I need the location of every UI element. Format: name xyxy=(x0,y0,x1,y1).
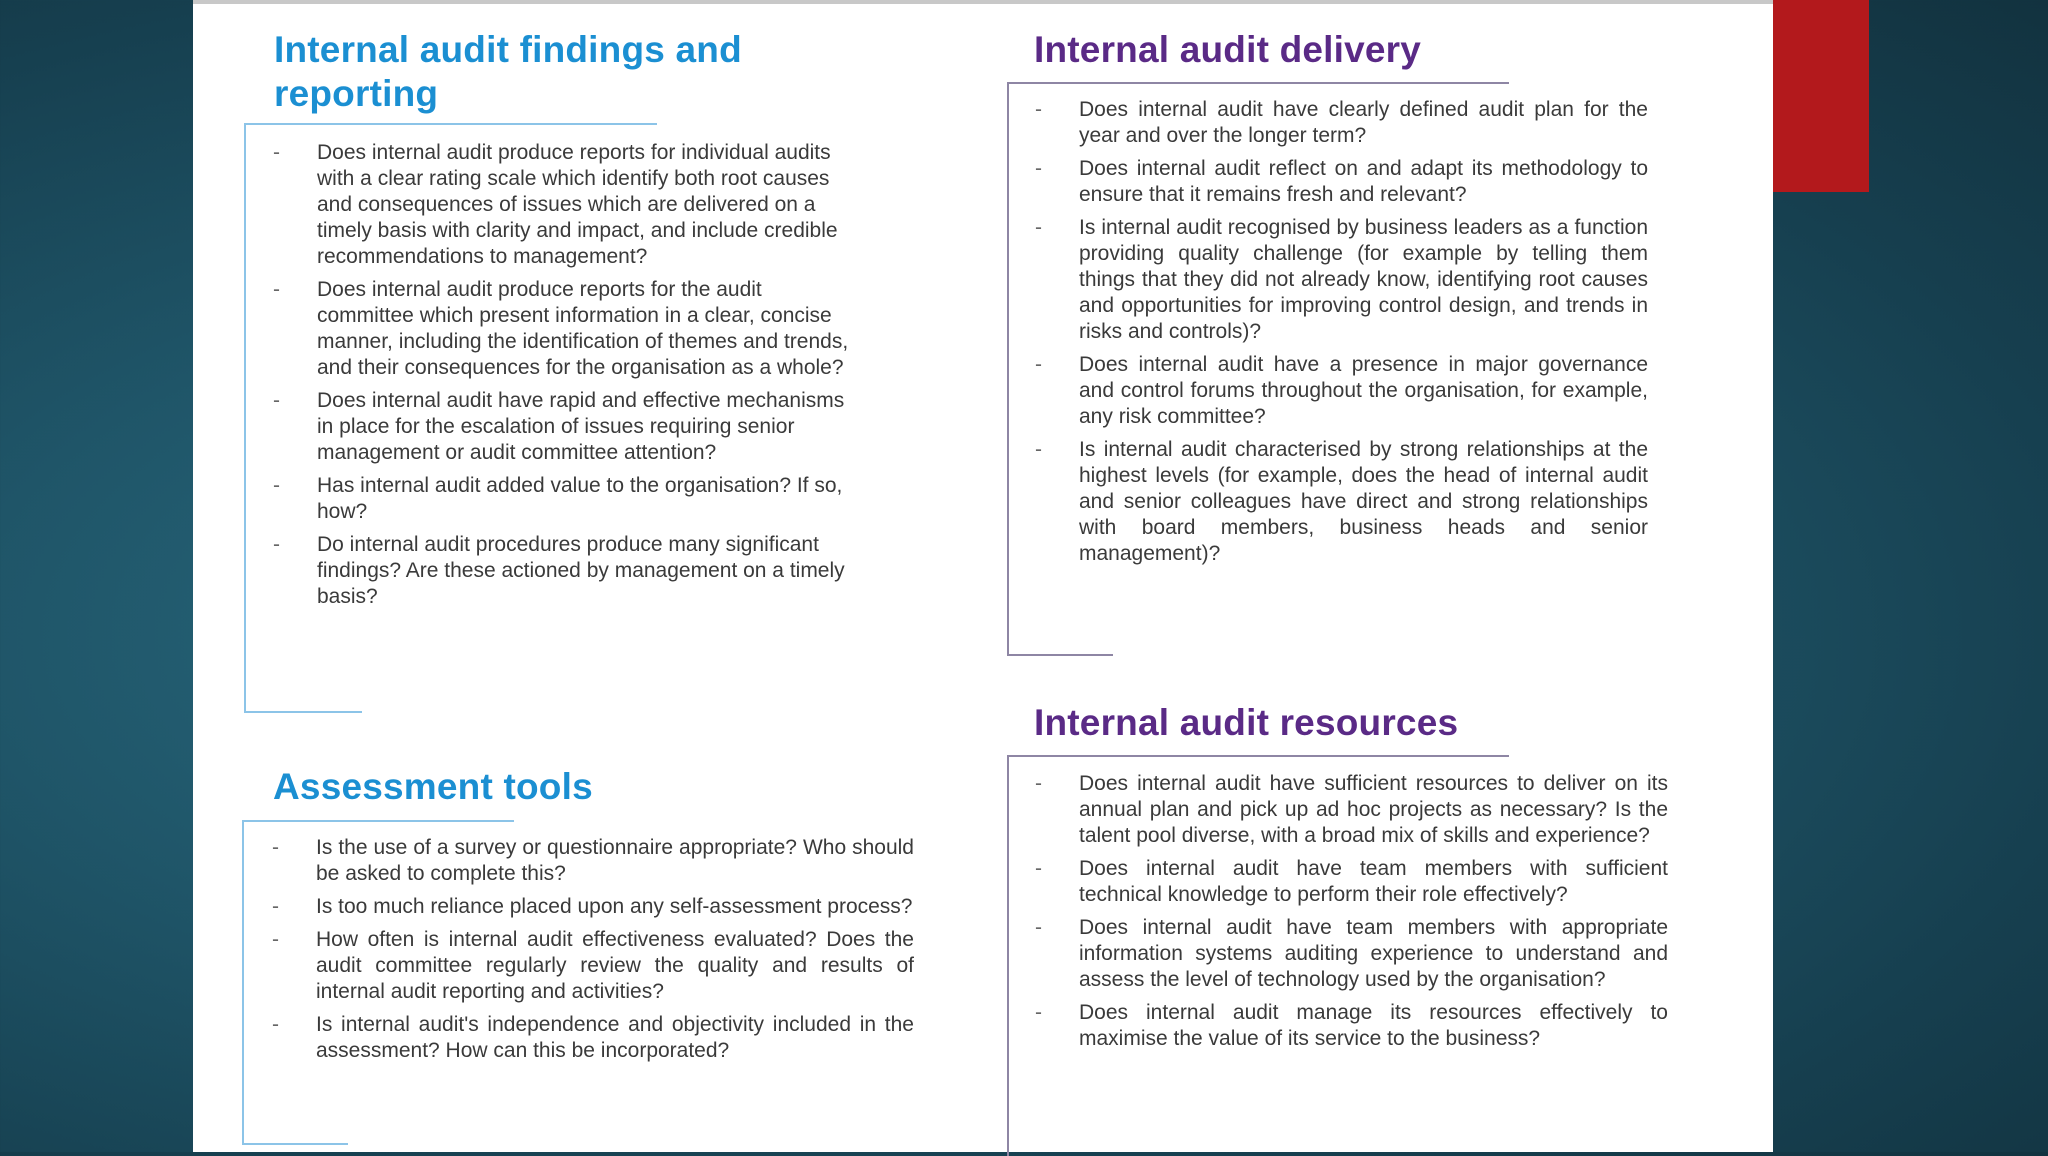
list-item-text: Is too much reliance placed upon any self-assessment process? xyxy=(316,895,913,918)
list-item xyxy=(272,835,914,887)
box-bottom-rule xyxy=(1007,654,1113,656)
list-item-text: Does internal audit reflect on and adapt its methodology to ensure that it remains fresh and relevant? xyxy=(1079,157,1648,206)
list-item xyxy=(272,927,914,1005)
list-item xyxy=(1035,352,1648,430)
section-title-resources: Internal audit resources xyxy=(1034,702,1459,743)
section-delivery xyxy=(1034,28,1654,72)
bullet-dash: - xyxy=(1035,353,1042,376)
list-item-text: Is the use of a survey or questionnaire appropriate? Who should be asked to complete this? xyxy=(316,836,914,885)
list-item xyxy=(273,277,856,381)
list-item xyxy=(1035,1000,1668,1052)
list-item xyxy=(1035,771,1668,849)
bullet-dash: - xyxy=(273,141,280,164)
list-item-text: How often is internal audit effectiveness evaluated? Does the audit committee regularly review the quality and results of internal audit reporting and activities? xyxy=(316,928,914,1003)
box-left-rule xyxy=(242,820,244,1145)
box-left-rule xyxy=(244,123,246,713)
section-title-delivery: Internal audit delivery xyxy=(1034,29,1422,70)
bullet-dash: - xyxy=(1035,772,1042,795)
tools-box xyxy=(242,820,914,1145)
box-left-rule xyxy=(1007,82,1009,656)
list-item-text: Has internal audit added value to the organisation? If so, how? xyxy=(317,474,843,523)
list-item-text: Does internal audit have team members with sufficient technical knowledge to perform their role effectively? xyxy=(1079,857,1668,906)
list-item xyxy=(273,388,856,466)
section-tools xyxy=(273,765,893,809)
bullet-dash: - xyxy=(1035,1001,1042,1024)
list-item xyxy=(1035,915,1668,993)
list-item-text: Does internal audit have clearly defined audit plan for the year and over the longer term? xyxy=(1079,98,1648,147)
box-top-rule xyxy=(1007,82,1509,84)
list-item xyxy=(272,894,914,920)
box-top-rule xyxy=(1007,755,1509,757)
section-title-findings-line1: Internal audit findings and xyxy=(274,29,742,70)
list-item xyxy=(1035,856,1668,908)
bullet-dash: - xyxy=(272,1013,279,1036)
document-page xyxy=(193,0,1773,1152)
bullet-dash: - xyxy=(273,389,280,412)
list-item-text: Is internal audit characterised by strong relationships at the highest levels (for example, does the head of internal audit and senior colleagues have direct and strong relationships with board members, business heads and senior management)? xyxy=(1079,438,1648,565)
bullet-dash: - xyxy=(273,278,280,301)
section-resources xyxy=(1034,701,1654,745)
bullet-dash: - xyxy=(272,836,279,859)
bullet-dash: - xyxy=(272,895,279,918)
list-item xyxy=(273,532,856,610)
bullet-dash: - xyxy=(1035,916,1042,939)
box-top-rule xyxy=(242,820,514,822)
box-top-rule xyxy=(244,123,657,125)
bullet-dash: - xyxy=(1035,157,1042,180)
list-item-text: Does internal audit have a presence in major governance and control forums throughout the organisation, for example, any risk committee? xyxy=(1079,353,1648,428)
list-item xyxy=(273,473,856,525)
section-title-findings xyxy=(274,28,894,116)
list-item-text: Does internal audit produce reports for individual audits with a clear rating scale which identify both root causes and consequences of issues which are delivered on a timely basis with clarity and impact, and include credible recommendations to management? xyxy=(317,141,838,268)
list-item xyxy=(1035,437,1648,567)
list-item-text: Does internal audit have rapid and effective mechanisms in place for the escalation of issues requiring senior management or audit committee attention? xyxy=(317,389,845,464)
list-item-text: Does internal audit produce reports for the audit committee which present information in a clear, concise manner, including the identification of themes and trends, and their consequences for the organisation as a whole? xyxy=(317,278,849,379)
box-bottom-rule xyxy=(244,711,362,713)
list-item xyxy=(1035,156,1648,208)
resources-list xyxy=(1035,771,1668,1059)
list-item-text: Does internal audit manage its resources effectively to maximise the value of its service to the business? xyxy=(1079,1001,1668,1050)
section-title-tools: Assessment tools xyxy=(273,766,593,807)
delivery-box xyxy=(1007,82,1648,656)
bullet-dash: - xyxy=(272,928,279,951)
box-left-rule xyxy=(1007,755,1009,1156)
list-item-text: Do internal audit procedures produce many significant findings? Are these actioned by management on a timely basis? xyxy=(317,533,845,608)
list-item xyxy=(272,1012,914,1064)
section-findings xyxy=(274,28,894,116)
tools-list xyxy=(272,835,914,1071)
section-title-findings-line2: reporting xyxy=(274,73,439,114)
list-item-text: Does internal audit have sufficient resources to deliver on its annual plan and pick up ad hoc projects as necessary? Is the talent pool diverse, with a broad mix of skills and experience? xyxy=(1079,772,1668,847)
list-item-text: Is internal audit's independence and objectivity included in the assessment? How can this be incorporated? xyxy=(316,1013,914,1062)
findings-list xyxy=(273,140,856,617)
list-item xyxy=(1035,215,1648,345)
bullet-dash: - xyxy=(1035,438,1042,461)
bullet-dash: - xyxy=(273,474,280,497)
list-item-text: Is internal audit recognised by business leaders as a function providing quality challenge (for example by telling them things that they did not already know, identifying root causes and opportunities for improving control design, and trends in risks and controls)? xyxy=(1079,216,1648,343)
bullet-dash: - xyxy=(1035,98,1042,121)
findings-box xyxy=(244,123,856,713)
bullet-dash: - xyxy=(1035,857,1042,880)
delivery-list xyxy=(1035,97,1648,574)
list-item xyxy=(1035,97,1648,149)
red-accent-block xyxy=(1772,0,1869,192)
bullet-dash: - xyxy=(273,533,280,556)
bullet-dash: - xyxy=(1035,216,1042,239)
resources-box xyxy=(1007,755,1668,1156)
box-bottom-rule xyxy=(242,1143,348,1145)
list-item-text: Does internal audit have team members with appropriate information systems auditing experience to understand and assess the level of technology used by the organisation? xyxy=(1079,916,1668,991)
list-item xyxy=(273,140,856,270)
